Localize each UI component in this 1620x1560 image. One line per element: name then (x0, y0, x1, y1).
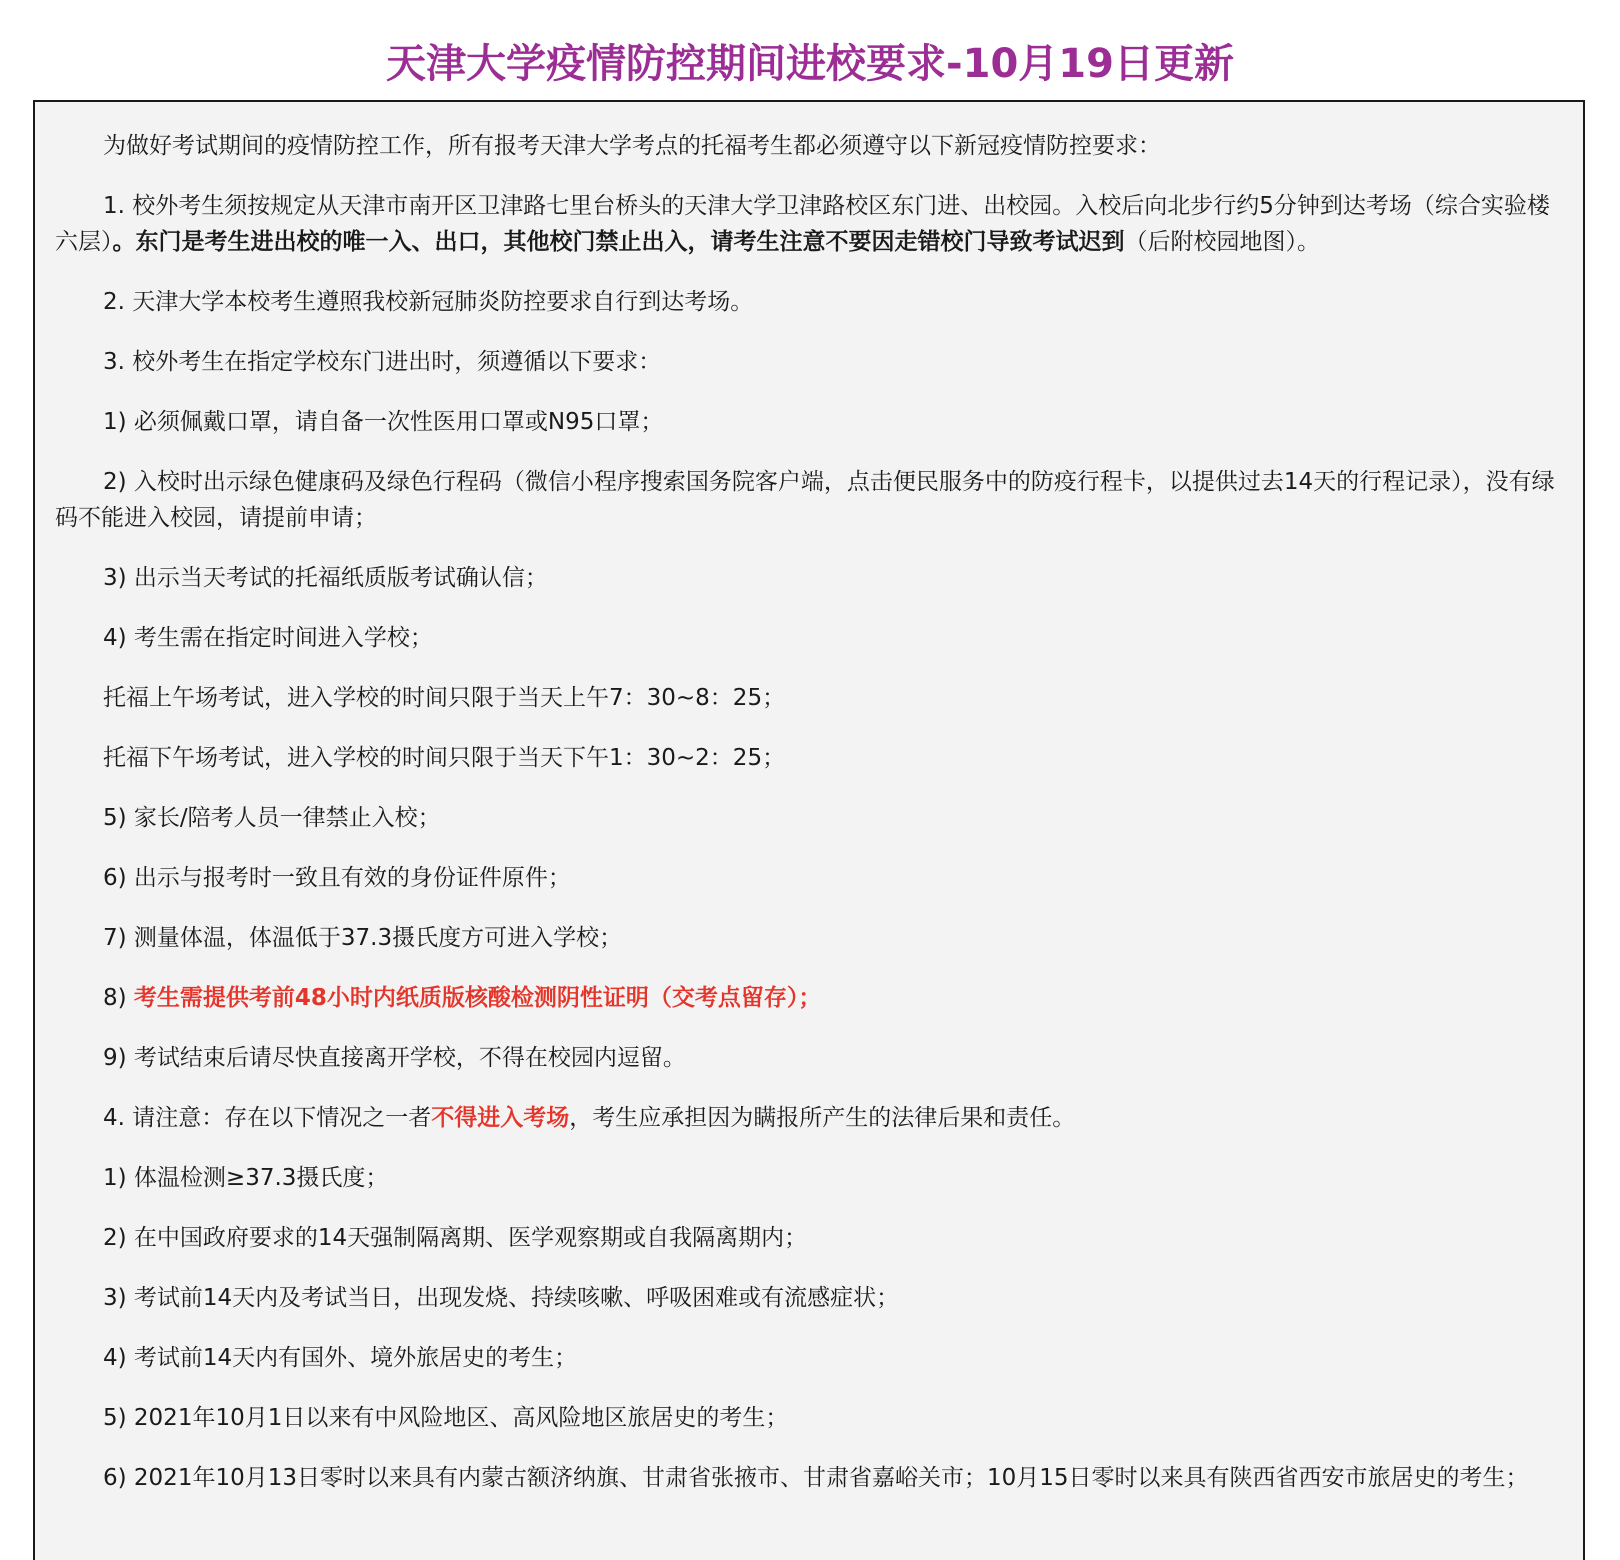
item-4-sub-6: 6) 2021年10月13日零时以来具有内蒙古额济纳旗、甘肃省张掖市、甘肃省嘉峪关市；10月15日零时以来具有陕西省西安市旅居史的考生； (103, 1465, 1529, 1491)
morning-entry-time: 托福上午场考试，进入学校的时间只限于当天上午7：30~8：25； (103, 685, 786, 711)
item-4-paragraph (55, 1100, 1563, 1136)
item-3-sub-3: 3) 出示当天考试的托福纸质版考试确认信； (103, 565, 548, 591)
item-3-sub-8-prefix: 8) (103, 985, 134, 1011)
item-1-paragraph (55, 188, 1563, 260)
item-3-sub-7: 7) 测量体温，体温低于37.3摄氏度方可进入学校； (103, 925, 623, 951)
afternoon-entry-time: 托福下午场考试，进入学校的时间只限于当天下午1：30~2：25； (103, 745, 786, 771)
item-4-sub-5: 5) 2021年10月1日以来有中风险地区、高风险地区旅居史的考生； (103, 1405, 789, 1431)
item-1-text: 1. 校外考生须按规定从天津市南开区卫津路七里台桥头的天津大学卫津路校区东门进、出校园。入校后向北步行约5分钟到达考场（综合实验楼六层） (55, 193, 1550, 255)
item-1-map-note: （后附校园地图）。 (1124, 229, 1320, 255)
item-4-sub-2: 2) 在中国政府要求的14天强制隔离期、医学观察期或自我隔离期内； (103, 1225, 808, 1251)
item-3-sub-9: 9) 考试结束后请尽快直接离开学校，不得在校园内逗留。 (103, 1045, 686, 1071)
item-4-text: 4. 请注意：存在以下情况之一者 (103, 1105, 432, 1131)
item-4-sub-4: 4) 考试前14天内有国外、境外旅居史的考生； (103, 1345, 578, 1371)
item-3-sub-6: 6) 出示与报考时一致且有效的身份证件原件； (103, 865, 571, 891)
item-3-paragraph: 3. 校外考生在指定学校东门进出时，须遵循以下要求： (103, 349, 662, 375)
item-1-bold-text: 。东门是考生进出校的唯一入、出口，其他校门禁止出入，请考生注意不要因走错校门导致考试迟到 (112, 229, 1125, 255)
item-3-sub-5: 5) 家长/陪考人员一律禁止入校； (103, 805, 441, 831)
item-4-sub-1: 1) 体温检测≥37.3摄氏度； (103, 1165, 389, 1191)
item-4-liability-text: ，考生应承担因为瞒报所产生的法律后果和责任。 (569, 1105, 1076, 1131)
item-2-paragraph: 2. 天津大学本校考生遵照我校新冠肺炎防控要求自行到达考场。 (103, 289, 754, 315)
page-title: 天津大学疫情防控期间进校要求-10月19日更新 (386, 41, 1234, 87)
item-3-sub-1: 1) 必须佩戴口罩，请自备一次性医用口罩或N95口罩； (103, 409, 664, 435)
intro-paragraph: 为做好考试期间的疫情防控工作，所有报考天津大学考点的托福考生都必须遵守以下新冠疫情防控要求： (103, 133, 1161, 159)
item-3-sub-2: 2) 入校时出示绿色健康码及绿色行程码（微信小程序搜索国务院客户端，点击便民服务中的防疫行程卡，以提供过去14天的行程记录），没有绿码不能进入校园，请提前申请； (55, 469, 1555, 531)
nucleic-acid-requirement: 考生需提供考前48小时内纸质版核酸检测阴性证明（交考点留存）； (133, 985, 822, 1011)
item-3-sub-8 (55, 980, 1563, 1016)
item-3-sub-4: 4) 考生需在指定时间进入学校； (103, 625, 433, 651)
item-4-sub-3: 3) 考试前14天内及考试当日，出现发烧、持续咳嗽、呼吸困难或有流感症状； (103, 1285, 900, 1311)
no-entry-warning: 不得进入考场 (431, 1105, 570, 1131)
notice-content-box (33, 100, 1585, 1560)
